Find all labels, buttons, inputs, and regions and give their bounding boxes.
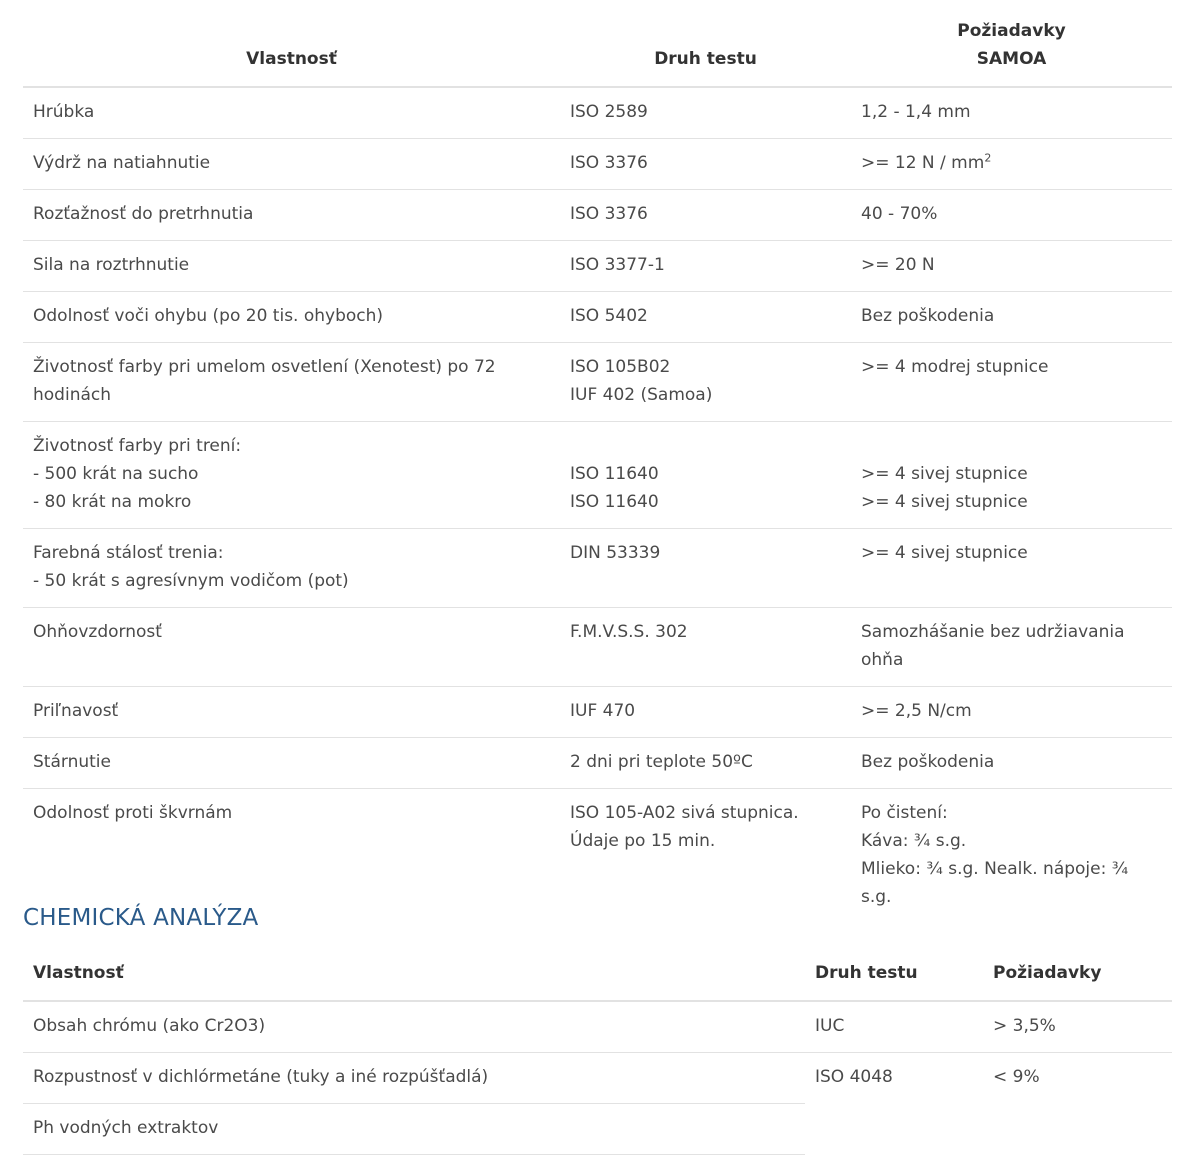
cell-property	[23, 87, 560, 139]
cell-property-line: Odolnosť voči ohybu (po 20 tis. ohyboch)	[33, 306, 384, 326]
cell-test-type-line: ISO 105-A02 sivá stupnica.	[570, 803, 799, 823]
cell-property-line: - 80 krát na mokro	[33, 492, 192, 512]
cell-property-line: Ohňovzdornosť	[33, 622, 162, 642]
cell-requirement	[851, 292, 1172, 343]
cell-property	[23, 190, 560, 241]
table-row	[23, 789, 1172, 924]
cell-property	[23, 529, 560, 608]
cell-test-type-line: ISO 3376	[570, 204, 648, 224]
header-test-type: Druh testu	[560, 0, 851, 87]
cell-requirement	[851, 241, 1172, 292]
table-row	[23, 292, 1172, 343]
cell-test-type-line: DIN 53339	[570, 543, 661, 563]
cell-property	[23, 789, 560, 924]
table-row	[23, 1053, 1172, 1104]
cell-property-line: Rozťažnosť do pretrhnutia	[33, 204, 254, 224]
cell-requirement-line	[861, 432, 1162, 460]
cell-test-type	[560, 422, 851, 529]
cell-requirement-line: Po čistení:	[861, 803, 948, 823]
cell-requirement	[851, 422, 1172, 529]
cell-property-line: Sila na roztrhnutie	[33, 255, 190, 275]
cell-requirement	[851, 139, 1172, 190]
cell-test-type-line: ISO 2589	[570, 102, 648, 122]
table-row	[23, 87, 1172, 139]
header-test-type: Druh testu	[805, 948, 983, 1001]
table-row	[23, 1001, 1172, 1053]
cell-requirement	[851, 343, 1172, 422]
cell-test-type-line: ISO 11640	[570, 492, 659, 512]
table-row	[23, 343, 1172, 422]
cell-property-line: Výdrž na natiahnutie	[33, 153, 211, 173]
cell-requirement-line: Mlieko: ¾ s.g. Nealk. nápoje: ¾ s.g.	[861, 859, 1129, 907]
cell-property-line: Životnosť farby pri umelom osvetlení (Xenotest) po 72 hodinách	[33, 357, 496, 405]
cell-test-type-line: F.M.V.S.S. 302	[570, 622, 688, 642]
cell-test-type-line: ISO 3377-1	[570, 255, 665, 275]
header-requirements-line2: SAMOA	[976, 49, 1047, 69]
cell-test-type	[560, 608, 851, 687]
cell-test-type-line: Údaje po 15 min.	[570, 831, 716, 851]
cell-test-type	[560, 139, 851, 190]
cell-requirement-line: 1,2 - 1,4 mm	[861, 102, 971, 122]
cell-test-type-line: ISO 5402	[570, 306, 648, 326]
chemical-analysis-table	[23, 948, 1172, 1155]
cell-test-type	[560, 241, 851, 292]
requirement-value: >= 12 N / mm	[861, 153, 985, 173]
cell-property-line: Farebná stálosť trenia:	[33, 543, 224, 563]
cell-property	[23, 139, 560, 190]
cell-requirement	[851, 687, 1172, 738]
cell-test-type: ISO 4048	[815, 1067, 893, 1087]
cell-requirement-line: Samozhášanie bez udržiavania ohňa	[861, 622, 1125, 670]
table-row	[23, 738, 1172, 789]
cell-test-type-line: ISO 105B02	[570, 357, 671, 377]
cell-requirement	[851, 87, 1172, 139]
cell-test-type-line: 2 dni pri teplote 50ºC	[570, 752, 753, 772]
cell-property-line: Odolnosť proti škvrnám	[33, 803, 233, 823]
section-title-chemical-analysis: CHEMICKÁ ANALÝZA	[23, 905, 259, 931]
cell-requirement-line: >= 4 sivej stupnice	[861, 492, 1028, 512]
cell-property: Rozpustnosť v dichlórmetáne (tuky a iné rozpúšťadlá)	[23, 1053, 805, 1104]
cell-requirement-line: Bez poškodenia	[861, 752, 995, 772]
table-row	[23, 529, 1172, 608]
cell-test-type	[560, 687, 851, 738]
cell-requirement	[851, 190, 1172, 241]
cell-test-type	[560, 190, 851, 241]
cell-requirement-line: >= 20 N	[861, 255, 935, 275]
cell-test-type-line: IUF 402 (Samoa)	[570, 385, 713, 405]
table-row	[23, 422, 1172, 529]
cell-requirement	[851, 529, 1172, 608]
cell-property-line: Stárnutie	[33, 752, 111, 772]
cell-requirement	[851, 738, 1172, 789]
cell-property	[23, 687, 560, 738]
cell-property: Obsah chrómu (ako Cr2O3)	[23, 1001, 805, 1053]
cell-property-line: Životnosť farby pri trení:	[33, 436, 242, 456]
cell-requirement-line: >= 4 sivej stupnice	[861, 464, 1028, 484]
cell-property	[23, 292, 560, 343]
cell-requirement	[851, 608, 1172, 687]
cell-property	[23, 608, 560, 687]
cell-requirement-line: >= 4 modrej stupnice	[861, 357, 1049, 377]
properties-table-container	[23, 0, 1172, 923]
properties-table-header	[23, 0, 1172, 87]
table-row	[23, 139, 1172, 190]
cell-test-type-line: ISO 3376	[570, 153, 648, 173]
cell-requirement-line: Bez poškodenia	[861, 306, 995, 326]
header-requirements: Požiadavky	[983, 948, 1172, 1001]
header-property: Vlastnosť	[23, 0, 560, 87]
cell-test-type	[560, 738, 851, 789]
cell-test-type-line: IUF 470	[570, 701, 636, 721]
cell-test-type-line	[570, 432, 841, 460]
cell-test-type	[560, 789, 851, 924]
chemical-table-header	[23, 948, 1172, 1001]
table-row	[23, 190, 1172, 241]
cell-property-line: Priľnavosť	[33, 701, 119, 721]
cell-property-line: - 500 krát na sucho	[33, 464, 199, 484]
cell-test-type	[560, 292, 851, 343]
requirement-superscript: 2	[984, 151, 992, 165]
cell-requirement	[851, 789, 1172, 924]
table-row	[23, 687, 1172, 738]
header-property: Vlastnosť	[23, 948, 805, 1001]
table-row	[23, 241, 1172, 292]
cell-property	[23, 738, 560, 789]
cell-requirement-line: >= 4 sivej stupnice	[861, 543, 1028, 563]
header-requirements-line1: Požiadavky	[957, 21, 1066, 41]
chemical-table-body	[23, 1001, 1172, 1155]
properties-table	[23, 0, 1172, 923]
header-requirements	[851, 0, 1172, 87]
cell-property	[23, 343, 560, 422]
cell-property-line: - 50 krát s agresívnym vodičom (pot)	[33, 571, 349, 591]
cell-test-type: IUC	[805, 1001, 983, 1053]
cell-requirement-line: >= 2,5 N/cm	[861, 701, 972, 721]
cell-requirement-line: Káva: ¾ s.g.	[861, 831, 967, 851]
cell-requirement: < 9%	[993, 1067, 1040, 1087]
cell-property	[23, 422, 560, 529]
cell-property-line: Hrúbka	[33, 102, 95, 122]
cell-test-type	[560, 529, 851, 608]
cell-test-type	[560, 343, 851, 422]
cell-requirement-line: 40 - 70%	[861, 204, 938, 224]
cell-property: Ph vodných extraktov	[23, 1104, 805, 1155]
table-row	[23, 608, 1172, 687]
properties-table-body	[23, 87, 1172, 923]
cell-requirement: > 3,5%	[983, 1001, 1172, 1053]
cell-property	[23, 241, 560, 292]
cell-test-type-line: ISO 11640	[570, 464, 659, 484]
cell-test-type	[560, 87, 851, 139]
